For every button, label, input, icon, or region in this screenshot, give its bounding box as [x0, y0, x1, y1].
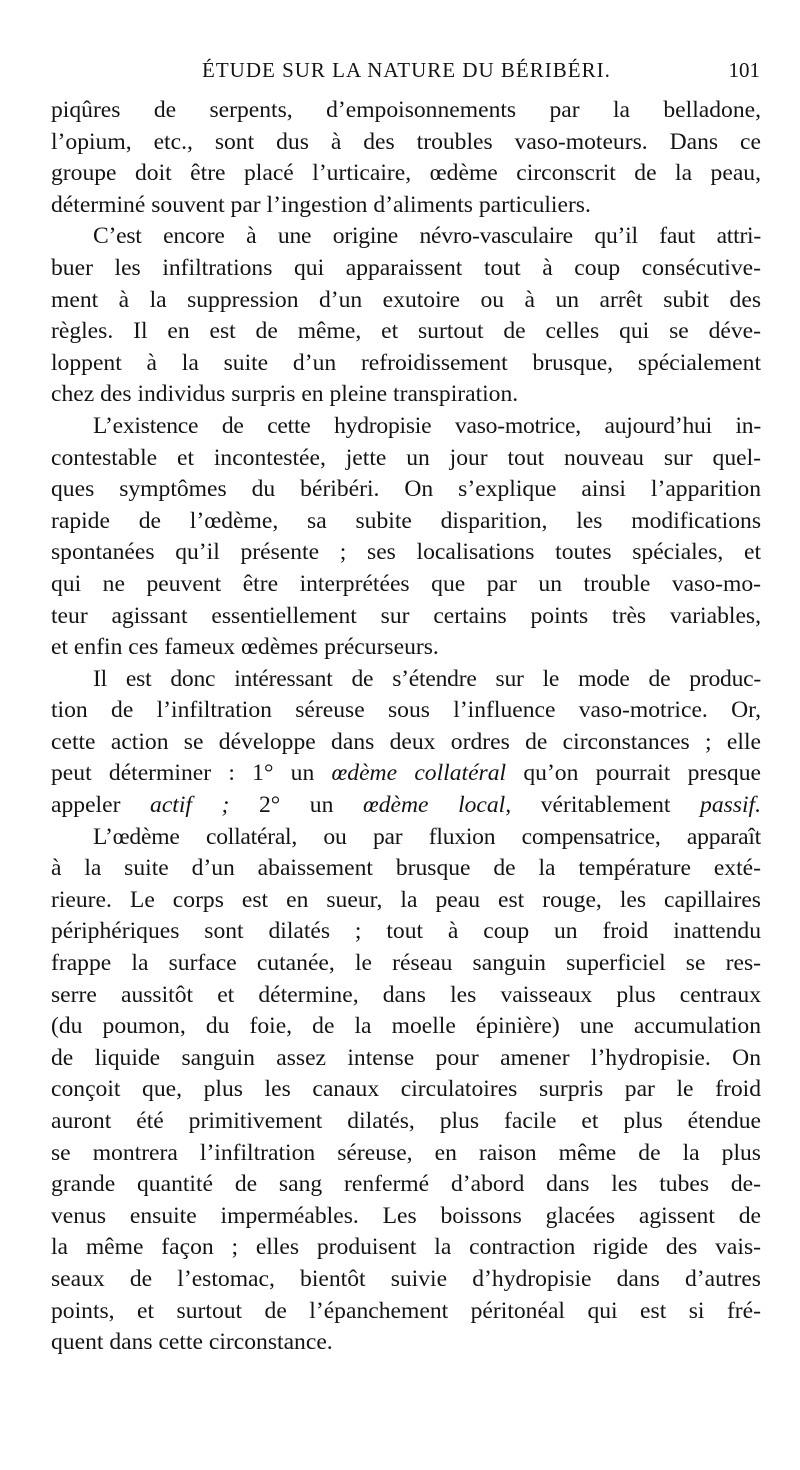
text-line: C’est encore à une origine névro-vasculaire qu’il faut attri-	[93, 223, 761, 250]
text-run: véritablement	[511, 792, 701, 819]
text-run: tion de l’infiltration séreuse sous l’influence vaso-motrice. Or,	[51, 697, 761, 724]
text-line: se montrera l’infiltration séreuse, en raison même de la plus	[51, 1139, 761, 1166]
text-line: piqûres de serpents, d’empoisonnements par la belladone,	[51, 97, 761, 123]
text-line	[51, 790, 761, 822]
text-line: à la suite d’un abaissement brusque de la température exté-	[51, 855, 761, 882]
paragraph-5	[51, 822, 761, 1359]
text-line: périphériques sont dilatés ; tout à coup un froid inattendu	[51, 918, 761, 945]
text-line: l’opium, etc., sont dus à des troubles vaso-moteurs. Dans ce	[51, 128, 761, 155]
text-line: auront été primitivement dilatés, plus facile et plus étendue	[51, 1108, 761, 1134]
text-line: ques symptômes du béribéri. On s’explique ainsi l’apparition	[51, 476, 761, 503]
italic-term: actif ;	[150, 792, 230, 819]
text-line: conçoit que, plus les canaux circulatoires surpris par le froid	[51, 1076, 761, 1103]
paragraph-3	[51, 411, 761, 664]
text-line: serre aussitôt et détermine, dans les vaisseaux plus centraux	[51, 981, 761, 1008]
body-text	[51, 95, 761, 1359]
text-line: L’existence de cette hydropisie vaso-motrice, aujourd’hui in-	[93, 412, 761, 439]
text-line: grande quantité de sang renfermé d’abord dans les tubes de-	[51, 1171, 761, 1198]
text-line: rieure. Le corps est en sueur, la peau est rouge, les capillaires	[51, 886, 761, 913]
running-header	[150, 58, 760, 92]
text-line: rapide de l’œdème, sa subite disparition, les modifications	[51, 507, 761, 534]
text-line: spontanées qu’il présente ; ses localisations toutes spéciales, et	[51, 539, 761, 566]
page-number: 101	[728, 58, 760, 82]
text-line: qui ne peuvent être interprétées que par un trouble vaso-mo-	[51, 570, 761, 597]
text-line: contestable et incontestée, jette un jour tout nouveau sur quel-	[51, 444, 761, 471]
text-line: chez des individus surpris en pleine transpiration.	[51, 381, 519, 408]
italic-term: passif.	[700, 792, 761, 819]
text-line: groupe doit être placé l’urticaire, œdème circonscrit de la peau,	[51, 160, 761, 187]
text-line: buer les infiltrations qui apparaissent tout à coup consécutive-	[51, 254, 761, 281]
text-line: loppent à la suite d’un refroidissement brusque, spécialement	[51, 349, 761, 376]
text-line: la même façon ; elles produisent la contraction rigide des vais-	[51, 1234, 761, 1261]
italic-term: œdème local,	[362, 792, 512, 819]
text-line: règles. Il en est de même, et surtout de celles qui se déve-	[51, 318, 761, 345]
text-line: venus ensuite imperméables. Les boissons glacées agissent de	[51, 1202, 761, 1229]
text-line: déterminé souvent par l’ingestion d’aliments particuliers.	[51, 191, 591, 218]
text-line: ment à la suppression d’un exutoire ou à un arrêt subit des	[51, 286, 761, 313]
paragraph-1	[51, 95, 761, 221]
text-line: quent dans cette circonstance.	[51, 1329, 333, 1356]
text-line: de liquide sanguin assez intense pour amener l’hydropisie. On	[51, 1044, 761, 1071]
text-run: 2° un	[229, 792, 363, 819]
text-line: seaux de l’estomac, bientôt suivie d’hydropisie dans d’autres	[51, 1265, 761, 1292]
text-line: (du poumon, du foie, de la moelle épinière) une accumulation	[51, 1013, 761, 1040]
text-line	[51, 664, 761, 696]
running-title: ÉTUDE SUR LA NATURE DU BÉRIBÉRI.	[202, 58, 611, 82]
text-line: frappe la surface cutanée, le réseau sanguin superficiel se res-	[51, 950, 761, 977]
text-line: teur agissant essentiellement sur certains points très variables,	[51, 602, 761, 629]
text-line: et enfin ces fameux œdèmes précurseurs.	[51, 634, 439, 661]
italic-term: œdème collatéral	[331, 760, 507, 787]
text-line	[51, 727, 761, 759]
text-line: points, et surtout de l’épanchement péritonéal qui est si fré-	[51, 1297, 761, 1324]
text-run: qu’on pourrait presque	[506, 760, 761, 787]
text-line	[51, 695, 761, 727]
text-run: peut déterminer : 1° un	[51, 760, 332, 787]
text-line: L’œdème collatéral, ou par fluxion compensatrice, apparaît	[93, 823, 761, 850]
text-run: cette action se développe dans deux ordres de circonstances ; elle	[51, 728, 761, 755]
text-line	[51, 758, 761, 790]
paragraph-4	[51, 664, 761, 822]
text-run: appeler	[51, 792, 151, 819]
paragraph-2	[51, 221, 761, 411]
text-run: Il est donc intéressant de s’étendre sur le mode de produc-	[93, 665, 761, 692]
